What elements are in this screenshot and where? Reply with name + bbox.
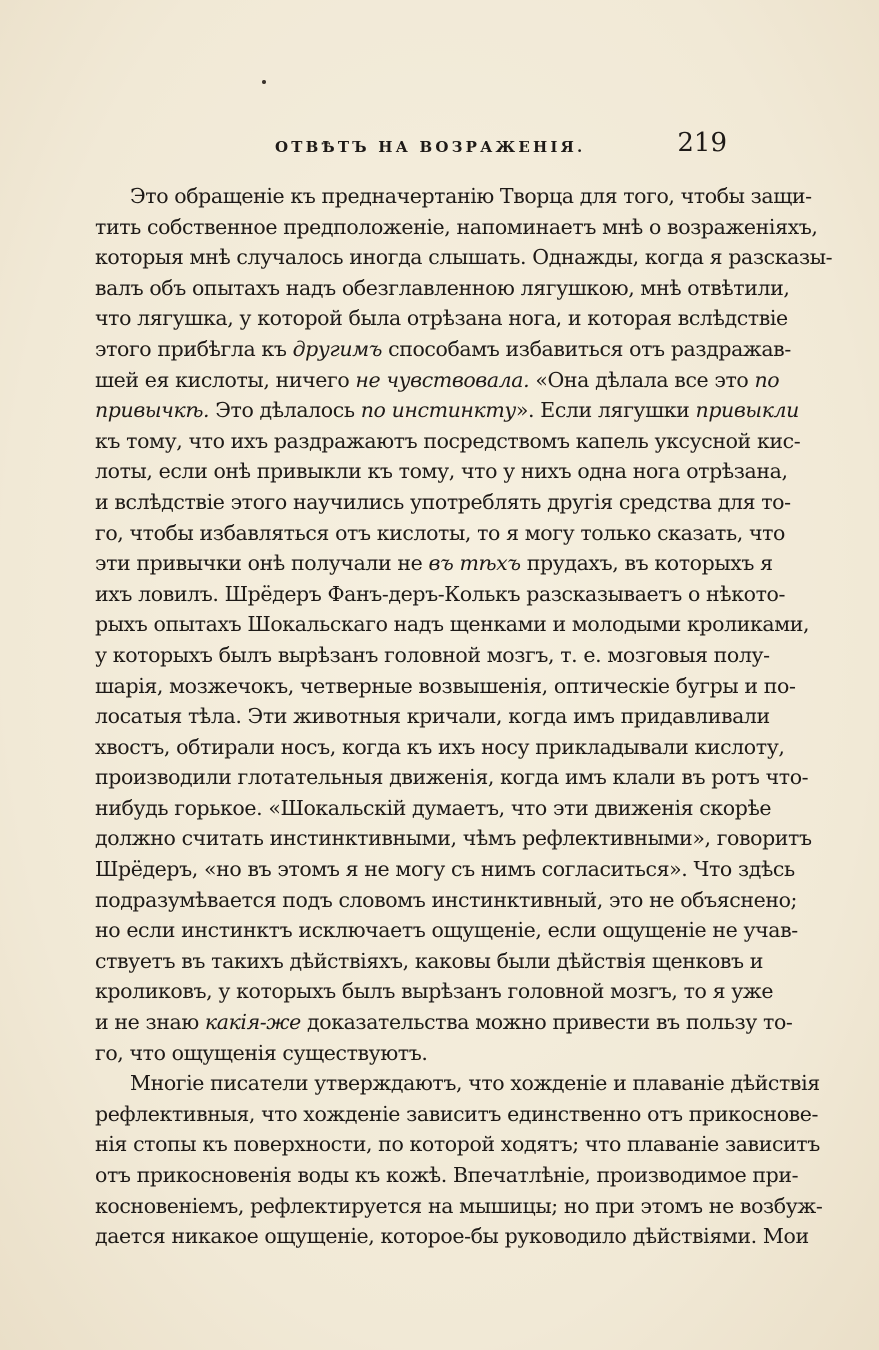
text-run: го, что ощущенія существуютъ.: [95, 1040, 428, 1065]
text-run: шарія, мозжечокъ, четверные возвышенія, оптическіе бугры и по-: [95, 673, 796, 698]
text-line: [95, 395, 799, 426]
text-line: [95, 273, 790, 304]
text-run: производили глотательныя движенія, когда имъ клали въ ротъ что-: [95, 765, 809, 790]
text-line: [95, 1038, 727, 1069]
italic-text: другимъ: [292, 336, 383, 361]
italic-text: по: [754, 367, 780, 392]
text-line: [95, 609, 810, 640]
text-line: [95, 1129, 820, 1160]
text-run: подразумѣвается подъ словомъ инстинктивный, это не объяснено;: [95, 887, 798, 912]
text-line: [95, 854, 795, 885]
text-line: [95, 1007, 793, 1038]
text-run: косновеніемъ, рефлектируется на мышицы; но при этомъ не возбуж-: [95, 1193, 823, 1218]
text-run: дается никакое ощущеніе, которое-бы руководило дѣйствіями. Мои: [95, 1224, 809, 1249]
text-run: что лягушка, у которой была отрѣзана нога, и которая вслѣдствіе: [95, 306, 788, 331]
text-run: и не знаю: [95, 1010, 205, 1035]
text-run: нибудь горькое. «Шокальскій думаетъ, что эти движенія скорѣе: [95, 795, 772, 820]
text-run: «Она дѣлала все это: [529, 367, 755, 392]
text-line: [95, 793, 772, 824]
text-run: рыхъ опытахъ Шокальскаго надъ щенками и молодыми кроликами,: [95, 612, 810, 637]
text-line: [95, 242, 833, 273]
text-line: [95, 1160, 799, 1191]
text-line: [95, 487, 791, 518]
text-run: Многіе писатели утверждаютъ, что хожденіе и плаваніе дѣйствія: [130, 1071, 820, 1096]
text-line: [95, 518, 785, 549]
text-run: нія стопы къ поверхности, по которой ходятъ; что плаваніе зависитъ: [95, 1132, 820, 1157]
text-run: Шрёдеръ, «но въ этомъ я не могу съ нимъ согласиться». Что здѣсь: [95, 857, 795, 882]
italic-text: въ тѣхъ: [428, 551, 521, 576]
text-line: [95, 548, 773, 579]
paragraph: [95, 1068, 823, 1252]
text-run: Это дѣлалось: [209, 398, 361, 423]
text-line: [95, 456, 788, 487]
text-run: способамъ избавиться отъ раздражав-: [382, 336, 791, 361]
text-line: [95, 334, 791, 365]
text-run: тить собственное предположеніе, напоминаетъ мнѣ о возраженіяхъ,: [95, 214, 818, 239]
text-run: эти привычки онѣ получали не: [95, 551, 429, 576]
text-line: [95, 1068, 820, 1099]
text-run: шей ея кислоты, ничего: [95, 367, 356, 392]
text-line: [95, 181, 812, 212]
text-run: у которыхъ былъ вырѣзанъ головной мозгъ, т. е. мозговыя полу-: [95, 642, 770, 667]
text-run: рефлективныя, что хожденіе зависитъ единственно отъ прикоснове-: [95, 1101, 819, 1126]
text-line: [95, 915, 798, 946]
italic-text: привыкли: [695, 398, 799, 423]
text-run: го, чтобы избавляться отъ кислоты, то я могу только сказать, что: [95, 520, 785, 545]
text-line: [95, 303, 788, 334]
text-line: [95, 212, 818, 243]
italic-text: не чувствовала.: [355, 367, 530, 392]
text-run: къ тому, что ихъ раздражаютъ посредствомъ капель уксусной кис-: [95, 428, 801, 453]
text-run: кроликовъ, у которыхъ былъ вырѣзанъ головной мозгъ, то я уже: [95, 979, 774, 1004]
text-line: [95, 762, 809, 793]
text-line: [95, 671, 796, 702]
text-line: [95, 1221, 809, 1252]
text-line: [95, 365, 780, 396]
text-line: [95, 1099, 819, 1130]
text-run: лосатыя тѣла. Эти животныя кричали, когда имъ придавливали: [95, 704, 770, 729]
text-line: [95, 640, 770, 671]
text-line: [95, 946, 764, 977]
paragraph: [95, 181, 833, 1068]
text-line: [95, 579, 785, 610]
text-line: [95, 823, 812, 854]
text-run: должно считать инстинктивными, чѣмъ рефлективными», говоритъ: [95, 826, 812, 851]
text-line: [95, 426, 801, 457]
running-title: ОТВѢТЪ НА ВОЗРАЖЕНІЯ.: [275, 138, 586, 156]
text-line: [95, 885, 798, 916]
text-run: хвостъ, обтирали носъ, когда къ ихъ носу прикладывали кислоту,: [95, 734, 785, 759]
text-run: но если инстинктъ исключаетъ ощущеніе, если ощущеніе не учав-: [95, 918, 798, 943]
text-run: лоты, если онѣ привыкли къ тому, что у нихъ одна нога отрѣзана,: [95, 459, 788, 484]
text-line: [95, 976, 774, 1007]
text-run: этого прибѣгла къ: [95, 336, 293, 361]
ink-speck: [262, 80, 266, 84]
text-line: [95, 701, 770, 732]
text-run: отъ прикосновенія воды къ кожѣ. Впечатлѣніе, производимое при-: [95, 1163, 799, 1187]
body-text: [95, 181, 833, 1252]
text-run: прудахъ, въ которыхъ я: [520, 551, 773, 576]
italic-text: привычкѣ.: [95, 398, 210, 423]
italic-text: какія-же: [204, 1010, 301, 1035]
text-run: и вслѣдствіе этого научились употреблять другія средства для то-: [95, 489, 791, 514]
text-run: ствуетъ въ такихъ дѣйствіяхъ, каковы были дѣйствія щенковъ и: [95, 948, 764, 973]
text-line: [95, 732, 785, 763]
page-header: [95, 128, 727, 168]
page-number: 219: [677, 128, 727, 158]
text-run: валъ объ опытахъ надъ обезглавленною лягушкою, мнѣ отвѣтили,: [95, 275, 790, 300]
italic-text: по инстинкту: [360, 398, 516, 423]
text-run: Это обращеніе къ предначертанію Творца для того, чтобы защи-: [130, 184, 812, 208]
text-run: которыя мнѣ случалось иногда слышать. Однажды, когда я разсказы-: [95, 245, 833, 270]
text-run: ». Если лягушки: [515, 398, 696, 423]
text-run: ихъ ловилъ. Шрёдеръ Фанъ-деръ-Колькъ разсказываетъ о нѣкото-: [95, 581, 785, 606]
text-run: доказательства можно привести въ пользу то-: [300, 1010, 793, 1035]
text-line: [95, 1191, 823, 1222]
